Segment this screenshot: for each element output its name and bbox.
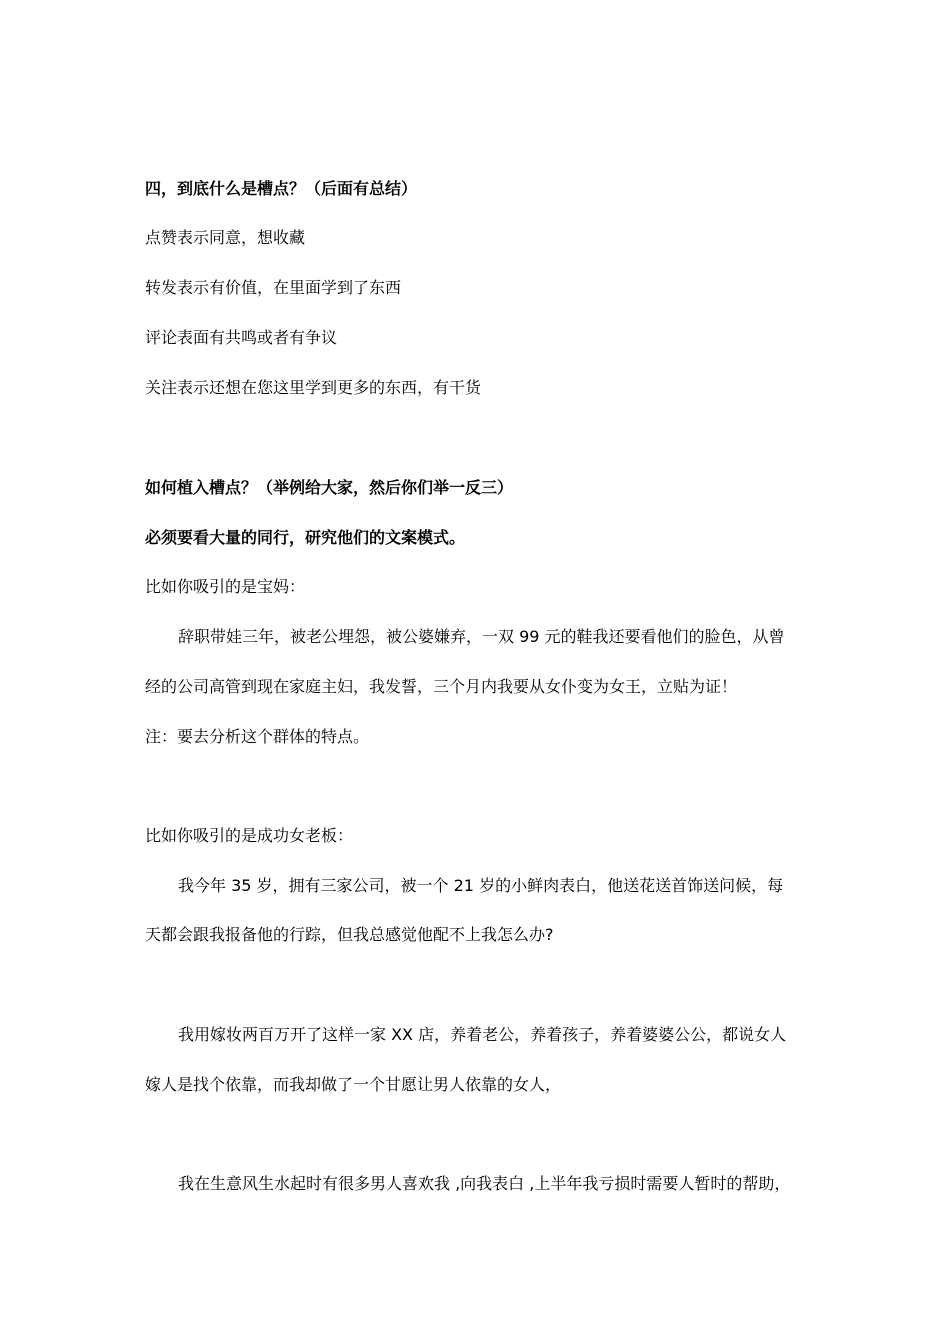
section-heading: 四，到底什么是槽点？（后面有总结）: [145, 179, 418, 198]
example-dowry-line-1: 我用嫁妆两百万开了这样一家 XX 店，养着老公，养着孩子，养着婆婆公公，都说女人: [178, 1025, 787, 1044]
meaning-follow: 关注表示还想在您这里学到更多的东西，有干货: [145, 378, 482, 397]
example-mom-line-1: 辞职带娃三年，被老公埋怨，被公婆嫌弃，一双 99 元的鞋我还要看他们的脸色，从曾: [178, 627, 785, 646]
example-note: 注：要去分析这个群体的特点。: [145, 727, 370, 746]
example-intro-mom: 比如你吸引的是宝妈：: [145, 577, 306, 596]
meaning-share: 转发表示有价值，在里面学到了东西: [145, 278, 402, 297]
implant-heading: 如何植入槽点？（举例给大家，然后你们举一反三）: [145, 478, 514, 497]
example-boss-line-2: 天都会跟我报备他的行踪，但我总感觉他配不上我怎么办?: [145, 925, 554, 944]
meaning-comment: 评论表面有共鸣或者有争议: [145, 328, 338, 347]
meaning-like: 点赞表示同意，想收藏: [145, 228, 306, 247]
example-dowry-line-2: 嫁人是找个依靠，而我却做了一个甘愿让男人依靠的女人，: [145, 1075, 562, 1094]
must-study-text: 必须要看大量的同行，研究他们的文案模式。: [145, 528, 466, 547]
example-mom-line-2: 经的公司高管到现在家庭主妇，我发誓，三个月内我要从女仆变为女王，立贴为证！: [145, 677, 738, 696]
example-business-line-1: 我在生意风生水起时有很多男人喜欢我 ,向我表白 ,上半年我亏损时需要人暂时的帮助，: [178, 1174, 791, 1193]
example-intro-boss: 比如你吸引的是成功女老板：: [145, 826, 354, 845]
example-boss-line-1: 我今年 35 岁，拥有三家公司，被一个 21 岁的小鲜肉表白，他送花送首饰送问候，每: [178, 876, 784, 895]
